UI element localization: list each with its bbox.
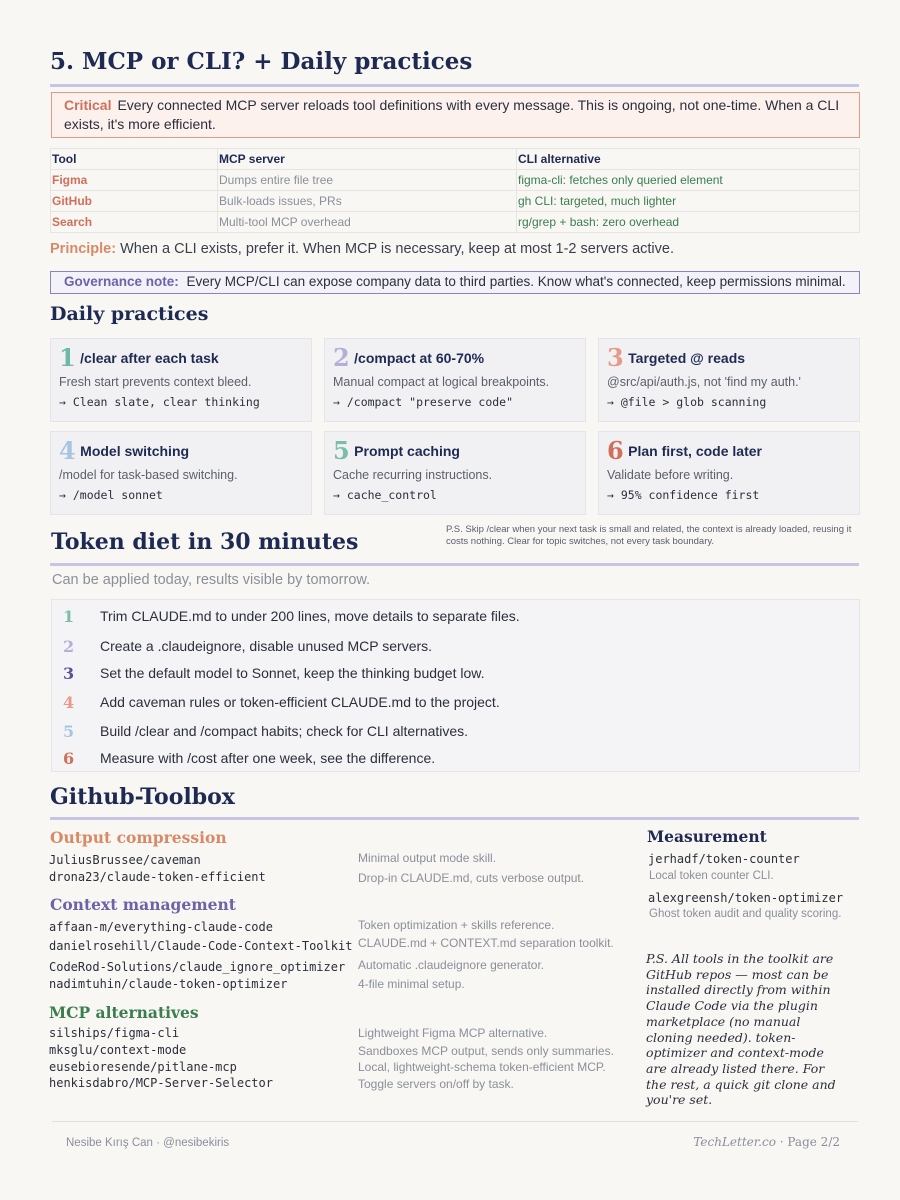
repo-description: Toggle servers on/off by task. xyxy=(358,1077,514,1091)
card-title: Plan first, code later xyxy=(628,443,762,459)
card-command: → @file > glob scanning xyxy=(607,395,767,409)
card-number: 3 xyxy=(607,343,624,372)
practice-card xyxy=(324,338,586,422)
footer-author: Nesibe Kırış Can · @nesibekiris xyxy=(66,1137,230,1149)
table-row xyxy=(51,212,860,233)
card-number: 6 xyxy=(607,436,624,465)
repo-link[interactable]: alexgreensh/token-optimizer xyxy=(648,891,844,905)
card-command: → Clean slate, clear thinking xyxy=(59,395,260,409)
step-text: Measure with /cost after one week, see the difference. xyxy=(100,750,436,766)
output-compression-heading: Output compression xyxy=(50,828,227,847)
tool-name: Figma xyxy=(51,170,218,191)
repo-description: Lightweight Figma MCP alternative. xyxy=(358,1026,548,1040)
clear-ps-note: P.S. Skip /clear when your next task is small and related, the context is already loaded, reusing it costs nothing. Clear for topic switches, not every task boundary. xyxy=(446,524,852,547)
card-description: Fresh start prevents context bleed. xyxy=(59,375,252,389)
repo-link[interactable]: affaan-m/everything-claude-code xyxy=(49,920,273,934)
card-description: Validate before writing. xyxy=(607,468,734,482)
repo-description: Minimal output mode skill. xyxy=(358,851,497,865)
daily-practices-title: Daily practices xyxy=(50,303,209,325)
repo-description: Local, lightweight-schema token-efficient MCP. xyxy=(358,1060,606,1074)
mcp-alternatives-heading: MCP alternatives xyxy=(49,1003,199,1022)
repo-link[interactable]: nadimtuhin/claude-token-optimizer xyxy=(49,977,288,991)
step-text: Build /clear and /compact habits; check for CLI alternatives. xyxy=(100,723,469,739)
card-title: /compact at 60-70% xyxy=(354,350,485,366)
measurement-heading: Measurement xyxy=(647,827,767,846)
divider xyxy=(50,563,859,566)
mcp-desc: Bulk-loads issues, PRs xyxy=(218,191,517,212)
mcp-desc: Multi-tool MCP overhead xyxy=(218,212,517,233)
table-row xyxy=(51,170,860,191)
repo-link[interactable]: silships/figma-cli xyxy=(49,1026,180,1040)
governance-text: Every MCP/CLI can expose company data to third parties. Know what's connected, keep permissions minimal. xyxy=(186,274,846,289)
practice-card xyxy=(50,338,312,422)
repo-description: CLAUDE.md + CONTEXT.md separation toolkit. xyxy=(358,936,614,950)
card-number: 4 xyxy=(59,436,76,465)
card-title: Prompt caching xyxy=(354,443,460,459)
header-tool: Tool xyxy=(51,149,218,170)
card-description: Cache recurring instructions. xyxy=(333,468,493,482)
practice-card xyxy=(324,431,586,515)
toolbox-ps-note: P.S. All tools in the toolkit are GitHub repos — most can be installed directly from within Claude Code via the plugin marketplace (no manual cloning needed). token-optimizer and context-mode are already listed there. For the rest, a quick git clone and you're set. xyxy=(646,951,836,1108)
step-text: Create a .claudeignore, disable unused MCP servers. xyxy=(100,638,433,654)
critical-text: Every connected MCP server reloads tool definitions with every message. This is ongoing, not one-time. When a CLI exists, it's more efficient. xyxy=(64,97,840,132)
principle-line xyxy=(50,241,674,257)
toolbox-title: Github-Toolbox xyxy=(50,784,235,810)
principle-label: Principle: xyxy=(50,241,117,257)
divider xyxy=(50,817,859,820)
card-number: 2 xyxy=(333,343,350,372)
repo-link[interactable]: danielrosehill/Claude-Code-Context-Toolkit xyxy=(49,939,353,953)
repo-link[interactable]: eusebioresende/pitlane-mcp xyxy=(49,1060,237,1074)
repo-description: Drop-in CLAUDE.md, cuts verbose output. xyxy=(358,871,585,885)
repo-link[interactable]: mksglu/context-mode xyxy=(49,1043,187,1057)
step-text: Trim CLAUDE.md to under 200 lines, move details to separate files. xyxy=(100,608,520,624)
repo-description: Sandboxes MCP output, sends only summaries. xyxy=(358,1044,614,1058)
repo-link[interactable]: JuliusBrussee/caveman xyxy=(49,853,201,867)
diet-steps-list xyxy=(51,599,860,772)
card-title: Model switching xyxy=(80,443,190,459)
step-number: 1 xyxy=(63,607,75,626)
card-number: 5 xyxy=(333,436,350,465)
tools-table xyxy=(50,148,860,233)
cli-desc: rg/grep + bash: zero overhead xyxy=(517,212,860,233)
practice-card xyxy=(50,431,312,515)
step-text: Set the default model to Sonnet, keep the thinking budget low. xyxy=(100,665,485,681)
repo-link[interactable]: jerhadf/token-counter xyxy=(648,852,800,866)
practice-card xyxy=(598,431,860,515)
mcp-desc: Dumps entire file tree xyxy=(218,170,517,191)
footer-page-info xyxy=(693,1135,840,1149)
header-cli: CLI alternative xyxy=(517,149,860,170)
divider xyxy=(50,84,859,87)
practice-card xyxy=(598,338,860,422)
card-description: Manual compact at logical breakpoints. xyxy=(333,375,550,389)
step-number: 2 xyxy=(63,637,75,656)
footer-page: · Page 2/2 xyxy=(775,1135,840,1149)
repo-link[interactable]: drona23/claude-token-efficient xyxy=(49,870,266,884)
critical-tag: Critical xyxy=(64,97,112,113)
card-command: → /model sonnet xyxy=(59,488,163,502)
governance-note xyxy=(50,271,860,294)
cli-desc: figma-cli: fetches only queried element xyxy=(517,170,860,191)
step-number: 5 xyxy=(63,722,75,741)
card-command: → 95% confidence first xyxy=(607,488,760,502)
header-mcp: MCP server xyxy=(218,149,517,170)
tool-name: GitHub xyxy=(51,191,218,212)
card-command: → cache_control xyxy=(333,488,437,502)
context-management-heading: Context management xyxy=(50,895,236,914)
card-number: 1 xyxy=(59,343,76,372)
card-title: /clear after each task xyxy=(80,350,219,366)
tool-name: Search xyxy=(51,212,218,233)
table-header-row xyxy=(51,149,860,170)
governance-label: Governance note: xyxy=(64,274,179,289)
card-title: Targeted @ reads xyxy=(628,350,746,366)
step-number: 6 xyxy=(63,749,75,768)
footer-site[interactable]: TechLetter.co xyxy=(693,1135,776,1149)
card-command: → /compact "preserve code" xyxy=(333,395,514,409)
repo-description: Token optimization + skills reference. xyxy=(358,918,555,932)
table-row xyxy=(51,191,860,212)
cli-desc: gh CLI: targeted, much lighter xyxy=(517,191,860,212)
step-number: 3 xyxy=(63,664,75,683)
repo-link[interactable]: henkisdabro/MCP-Server-Selector xyxy=(49,1076,273,1090)
repo-description: Ghost token audit and quality scoring. xyxy=(649,908,842,920)
token-diet-title: Token diet in 30 minutes xyxy=(51,529,359,555)
repo-description: Automatic .claudeignore generator. xyxy=(358,958,545,972)
footer-divider xyxy=(52,1121,858,1122)
step-text: Add caveman rules or token-efficient CLAUDE.md to the project. xyxy=(100,694,500,710)
step-number: 4 xyxy=(63,693,75,712)
diet-subtitle: Can be applied today, results visible by tomorrow. xyxy=(52,572,371,588)
section-title: 5. MCP or CLI? + Daily practices xyxy=(50,48,473,75)
repo-description: 4-file minimal setup. xyxy=(358,977,465,991)
card-description: /model for task-based switching. xyxy=(59,468,238,482)
repo-description: Local token counter CLI. xyxy=(649,870,774,882)
card-description: @src/api/auth.js, not 'find my auth.' xyxy=(607,375,801,389)
critical-callout xyxy=(51,92,860,138)
repo-link[interactable]: CodeRod-Solutions/claude_ignore_optimizer xyxy=(49,960,346,974)
principle-text: When a CLI exists, prefer it. When MCP is necessary, keep at most 1-2 servers active. xyxy=(120,241,674,257)
